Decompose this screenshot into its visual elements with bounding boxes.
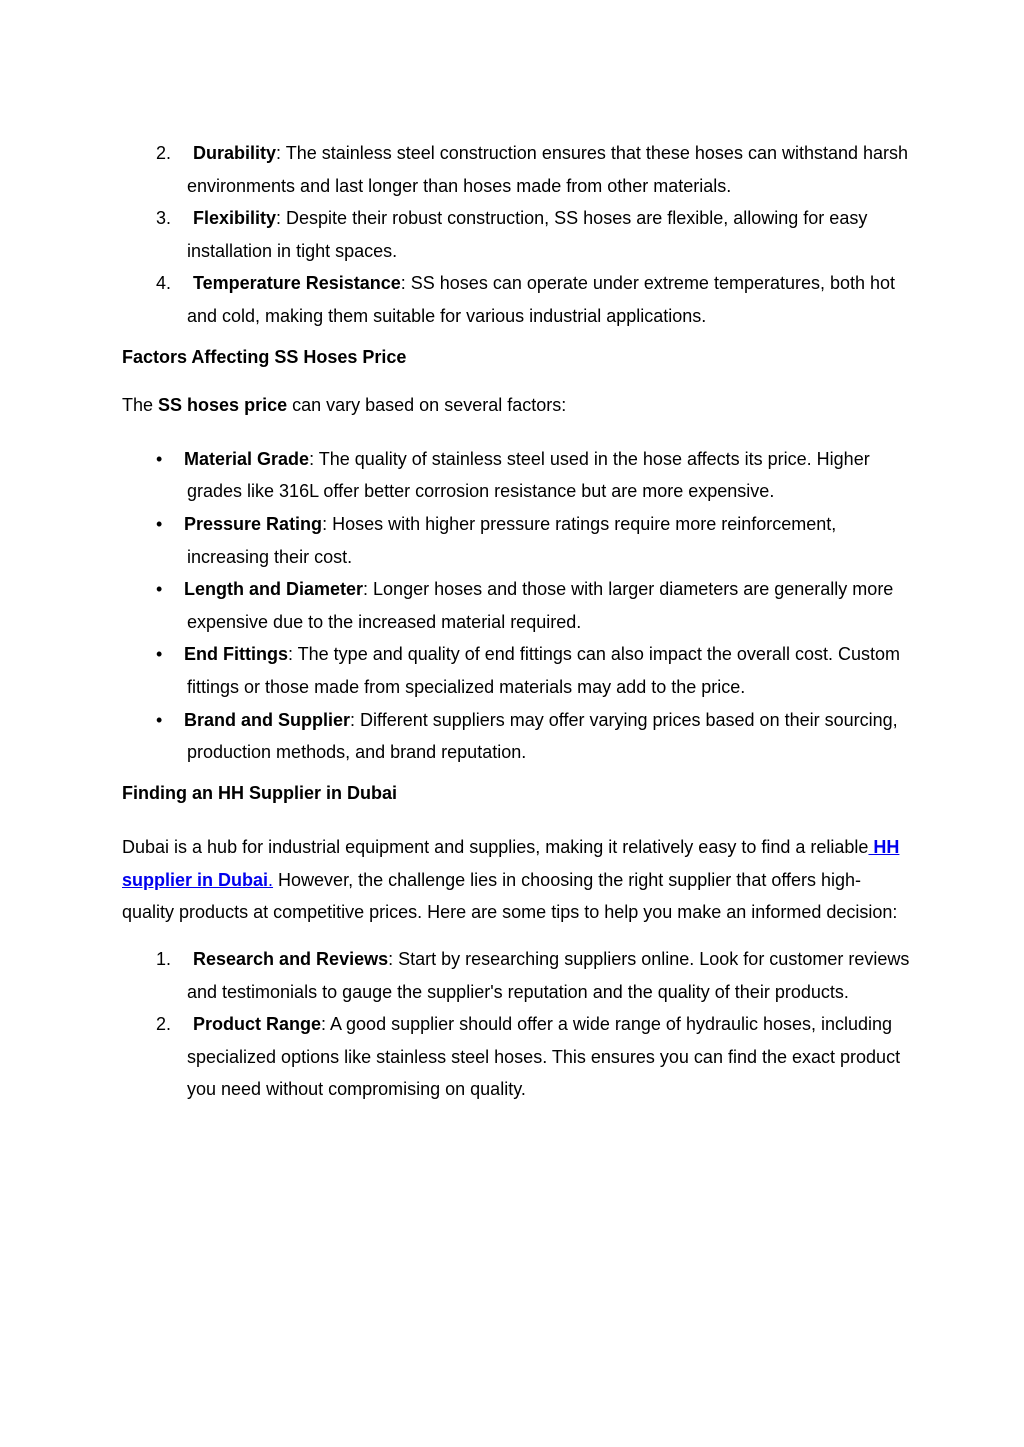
list-text: : A good supplier should offer a wide range of hydraulic hoses, including specialized options like stainless steel hoses. This ensures you can find the exact product you need without compromising on quality. bbox=[187, 1014, 901, 1100]
list-text: : The stainless steel construction ensures that these hoses can withstand harsh environments and last longer than hoses made from other materials. bbox=[187, 143, 909, 196]
list-item bbox=[122, 267, 912, 332]
list-text: : Longer hoses and those with larger diameters are generally more expensive due to the increased material required. bbox=[187, 579, 894, 632]
list-item bbox=[122, 508, 912, 573]
list-text: : Different suppliers may offer varying prices based on their sourcing, production methods, and brand reputation. bbox=[187, 709, 898, 763]
bullet-icon: • bbox=[156, 513, 163, 534]
list-item bbox=[122, 638, 912, 703]
list-text: : Despite their robust construction, SS hoses are flexible, allowing for easy installation in tight spaces. bbox=[187, 208, 868, 261]
list-text: : Start by researching suppliers online. Look for customer reviews and testimonials to gauge the supplier's reputation and the quality of their products. bbox=[187, 949, 910, 1002]
list-text: : The quality of stainless steel used in the hose affects its price. Higher grades like 316L offer better corrosion resistance but are more expensive. bbox=[187, 448, 870, 502]
bullet-icon: • bbox=[156, 448, 163, 469]
bullet-icon: • bbox=[156, 709, 163, 730]
list-term: Research and Reviews bbox=[193, 949, 389, 970]
list-item bbox=[122, 943, 912, 1008]
price-intro-pre: The bbox=[122, 395, 159, 416]
list-item bbox=[122, 704, 912, 769]
bullet-icon: • bbox=[156, 579, 163, 600]
section-heading-price: Factors Affecting SS Hoses Price bbox=[122, 346, 407, 367]
supplier-para-pre: Dubai is a hub for industrial equipment and supplies, making it relatively easy to find a reliable bbox=[122, 837, 869, 858]
supplier-tips-list bbox=[122, 943, 912, 1106]
price-factors-list bbox=[122, 443, 912, 769]
page-content bbox=[122, 137, 912, 1106]
list-text: : The type and quality of end fittings can also impact the overall cost. Custom fittings or those made from specialized materials may add to the price. bbox=[187, 644, 900, 697]
supplier-para-post: However, the challenge lies in choosing the right supplier that offers high-quality products at competitive prices. Here are some tips to help you make an informed decision: bbox=[122, 869, 898, 923]
hh-supplier-link-text: HH supplier in Dubai bbox=[122, 837, 900, 890]
list-number: 4. bbox=[156, 273, 172, 294]
price-intro-bold: SS hoses price bbox=[158, 395, 288, 416]
list-number: 2. bbox=[156, 1014, 172, 1035]
price-intro-post: can vary based on several factors: bbox=[287, 395, 567, 416]
list-term: Material Grade bbox=[184, 448, 310, 469]
list-number: 3. bbox=[156, 208, 172, 229]
list-term: Brand and Supplier bbox=[184, 709, 351, 730]
list-item bbox=[122, 1008, 912, 1106]
list-term: Product Range bbox=[193, 1014, 322, 1035]
bullet-icon: • bbox=[156, 644, 163, 665]
supplier-paragraph bbox=[122, 831, 912, 929]
list-number: 2. bbox=[156, 143, 172, 163]
section-heading-supplier: Finding an HH Supplier in Dubai bbox=[122, 782, 397, 803]
list-item bbox=[122, 202, 912, 267]
list-term: Pressure Rating bbox=[184, 513, 323, 534]
list-term: Flexibility bbox=[193, 208, 277, 229]
list-item bbox=[122, 137, 912, 202]
list-item bbox=[122, 573, 912, 638]
list-term: Length and Diameter bbox=[184, 579, 364, 600]
list-term: Temperature Resistance bbox=[193, 273, 401, 294]
price-intro bbox=[122, 389, 912, 422]
list-term: Durability bbox=[193, 143, 277, 163]
list-text: : SS hoses can operate under extreme temperatures, both hot and cold, making them suitable for various industrial applications. bbox=[187, 273, 896, 326]
list-term: End Fittings bbox=[184, 644, 288, 665]
list-number: 1. bbox=[156, 949, 172, 970]
list-text: : Hoses with higher pressure ratings require more reinforcement, increasing their cost. bbox=[187, 513, 837, 567]
list-item bbox=[122, 443, 912, 508]
hh-supplier-link-trail: . bbox=[268, 869, 274, 890]
benefits-list bbox=[122, 137, 912, 333]
